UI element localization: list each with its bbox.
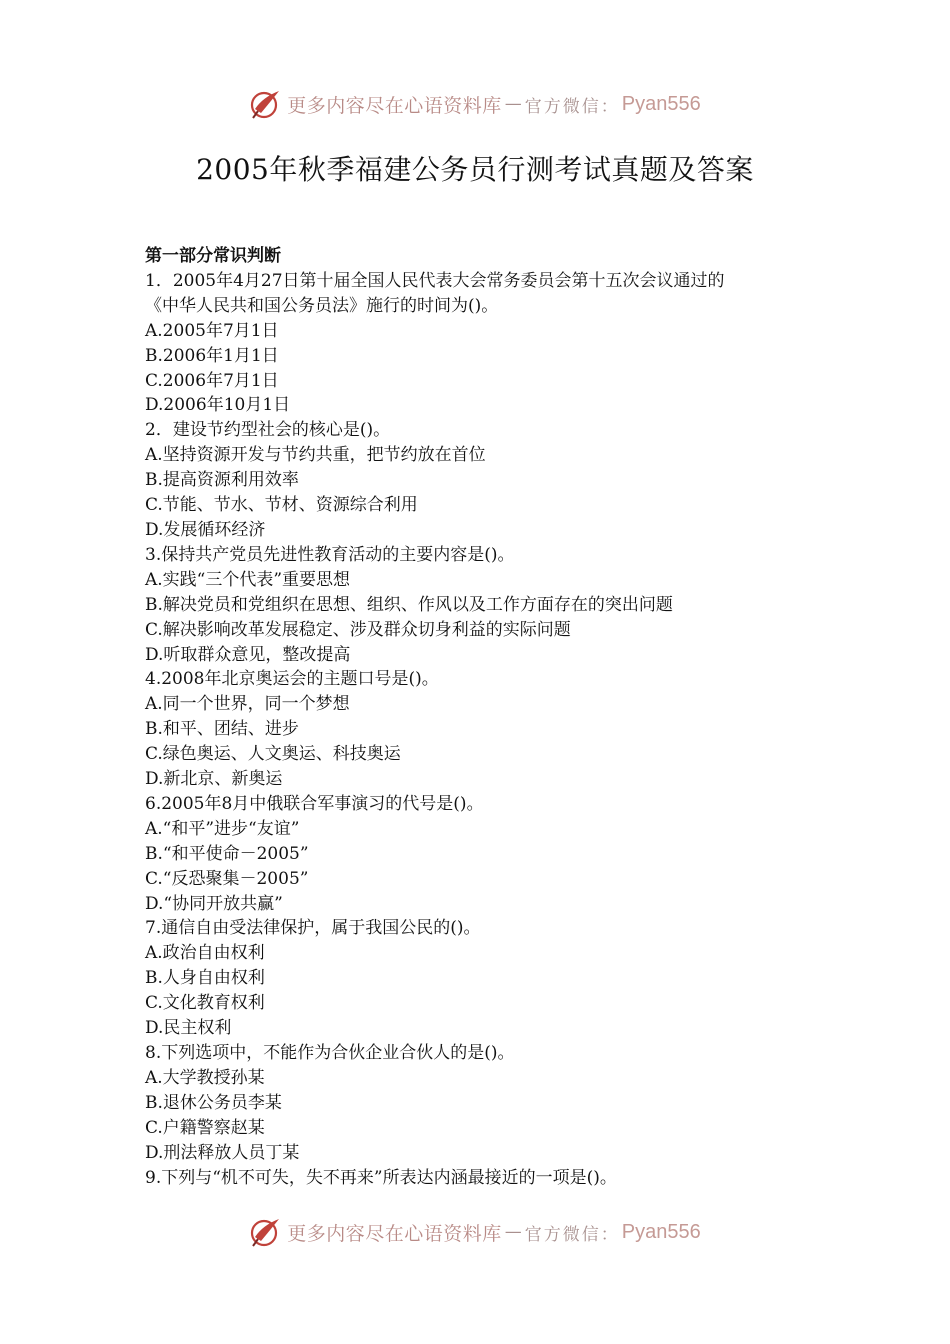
option-line: A.“和平”进步“友谊”: [145, 818, 300, 839]
banner-separator: —: [504, 94, 522, 114]
banner-wechat-id: Pyan556: [621, 1220, 701, 1243]
option-line: D.新北京、新奥运: [145, 769, 283, 790]
option-line: C.文化教育权利: [145, 993, 265, 1014]
option-line: D.刑法释放人员丁某: [145, 1142, 300, 1163]
document-body: [145, 244, 825, 1190]
quill-logo-icon: [249, 87, 283, 121]
banner-separator: —: [504, 1222, 522, 1242]
document-title: 2005年秋季福建公务员行测考试真题及答案: [196, 153, 754, 186]
banner-wechat-label: 官方微信：: [524, 96, 620, 117]
section-heading: 第一部分常识判断: [145, 246, 281, 266]
question-line: 3.保持共产党员先进性教育活动的主要内容是()。: [145, 544, 515, 565]
option-line: B.2006年1月1日: [145, 345, 279, 366]
option-line: C.户籍警察赵某: [145, 1117, 265, 1138]
option-line: A.2005年7月1日: [145, 320, 279, 341]
option-line: A.坚持资源开发与节约共重，把节约放在首位: [145, 445, 486, 466]
option-line: B.解决党员和党组织在思想、组织、作风以及工作方面存在的突出问题: [145, 594, 673, 615]
option-line: B.“和平使命－2005”: [145, 843, 309, 864]
option-line: C.解决影响改革发展稳定、涉及群众切身利益的实际问题: [145, 619, 571, 640]
option-line: B.和平、团结、进步: [145, 719, 299, 740]
banner-text: 更多内容尽在心语资料库: [287, 1222, 502, 1245]
question-line: 2．建设节约型社会的核心是()。: [145, 420, 391, 441]
banner-wechat-id: Pyan556: [621, 92, 701, 115]
option-line: D.2006年10月1日: [145, 395, 291, 416]
question-line: 8.下列选项中，不能作为合伙企业合伙人的是()。: [145, 1043, 515, 1063]
option-line: C.节能、节水、节材、资源综合利用: [145, 495, 418, 516]
question-line: 《中华人民共和国公务员法》施行的时间为()。: [145, 295, 499, 316]
question-line: 7.通信自由受法律保护，属于我国公民的()。: [145, 918, 481, 939]
option-line: C.2006年7月1日: [145, 370, 279, 391]
quill-logo-icon: [249, 1215, 283, 1249]
option-line: B.人身自由权利: [145, 968, 265, 989]
option-line: A.实践“三个代表”重要思想: [145, 569, 351, 590]
option-line: D.听取群众意见，整改提高: [145, 644, 351, 665]
banner-text: 更多内容尽在心语资料库: [287, 94, 502, 117]
option-line: A.同一个世界，同一个梦想: [145, 694, 350, 715]
option-line: C.“反恐聚集－2005”: [145, 868, 309, 889]
option-line: D.“协同开放共赢”: [145, 893, 283, 914]
question-line: 6.2005年8月中俄联合军事演习的代号是()。: [145, 793, 484, 814]
option-line: A.大学教授孙某: [145, 1067, 265, 1088]
banner-wechat-label: 官方微信：: [524, 1224, 620, 1245]
header-watermark-banner: [0, 84, 950, 124]
option-line: D.民主权利: [145, 1018, 232, 1039]
question-line: 1．2005年4月27日第十届全国人民代表大会常务委员会第十五次会议通过的: [145, 270, 725, 291]
option-line: B.退休公务员李某: [145, 1092, 282, 1113]
question-line: 4.2008年北京奥运会的主题口号是()。: [145, 669, 439, 690]
option-line: D.发展循环经济: [145, 519, 266, 540]
option-line: C.绿色奥运、人文奥运、科技奥运: [145, 744, 401, 765]
question-line: 9.下列与“机不可失，失不再来”所表达内涵最接近的一项是()。: [145, 1167, 617, 1188]
footer-watermark-banner: [0, 1212, 950, 1252]
option-line: A.政治自由权利: [145, 943, 265, 964]
option-line: B.提高资源利用效率: [145, 470, 299, 491]
